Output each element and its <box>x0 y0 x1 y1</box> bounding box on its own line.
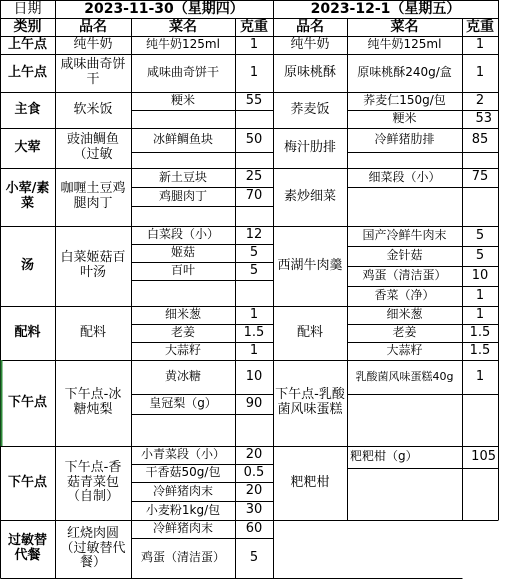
day1-ingredient-cell: 老姜 <box>170 325 195 340</box>
day2-weight-cell: 1 <box>475 287 485 303</box>
day1-dish-cell: 豉油鲷鱼（过敏 <box>66 132 119 162</box>
day1-ingredient-cell: 冷鲜猪肉末 <box>152 483 213 498</box>
header-day1-dish-label: 品名 <box>79 18 107 35</box>
day2-weight-cell: 1 <box>475 306 485 322</box>
day1-weight-cell: 10 <box>245 368 263 384</box>
header-day1-weight-label: 克重 <box>240 18 268 35</box>
day1-ingredient-cell: 皇冠梨（g） <box>149 396 217 411</box>
header-day2-ingredient-label: 菜名 <box>390 18 419 35</box>
header-date-label: 日期 <box>13 0 42 17</box>
day1-ingredient-cell: 粳米 <box>170 93 195 108</box>
day1-ingredient-cell: 鸡蛋（清洁蛋） <box>140 550 225 565</box>
day1-ingredient-cell: 鸡腿肉丁 <box>158 188 207 203</box>
day1-dish-cell: 白菜姬菇百叶汤 <box>60 250 126 280</box>
day2-dish-cell: 纯牛奶 <box>290 36 330 52</box>
day2-ingredient-cell: 细菜段（小） <box>368 169 441 184</box>
day1-ingredient-cell: 新土豆块 <box>158 169 207 184</box>
category-cell: 上午点 <box>7 64 47 80</box>
day2-weight-cell: 5 <box>475 247 485 263</box>
day2-weight-cell: 105 <box>471 448 496 464</box>
category-cell: 上午点 <box>7 36 47 52</box>
day1-weight-cell: 25 <box>245 169 263 185</box>
day1-weight-cell: 1.5 <box>243 324 265 340</box>
day2-weight-cell: 85 <box>471 131 489 147</box>
category-cell: 配料 <box>14 324 41 340</box>
day2-weight-cell: 1.5 <box>469 324 491 340</box>
day1-dish-cell: 纯牛奶 <box>73 36 113 52</box>
category-cell: 下午点 <box>7 394 47 410</box>
header-type-label: 类别 <box>13 18 42 35</box>
day1-weight-cell: 5 <box>249 549 259 565</box>
day1-weight-cell: 60 <box>245 520 263 536</box>
day2-ingredient-cell: 国产冷鲜牛肉末 <box>362 228 447 243</box>
day2-ingredient-cell: 乳酸菌风味蛋糕40g <box>355 369 454 383</box>
day2-weight-cell: 1.5 <box>469 342 491 358</box>
header-day1-date: 2023-11-30（星期四） <box>84 0 244 17</box>
day2-weight-cell: 1 <box>475 36 485 52</box>
day1-ingredient-cell: 咸味曲奇饼干 <box>146 65 219 80</box>
day2-ingredient-cell: 金针菇 <box>386 248 423 263</box>
day2-ingredient-cell: 粑粑柑（g） <box>350 449 418 464</box>
day1-dish-cell: 咖喱土豆鸡腿肉丁 <box>60 181 126 211</box>
day1-dish-cell: 软米饭 <box>73 101 113 117</box>
day2-ingredient-cell: 香菜（净） <box>374 288 435 303</box>
day1-weight-cell: 20 <box>245 446 263 462</box>
day1-weight-cell: 1 <box>249 64 259 80</box>
day1-weight-cell: 12 <box>245 226 263 242</box>
day2-ingredient-cell: 冷鲜猪肋排 <box>374 132 435 147</box>
day1-dish-cell: 咸味曲奇饼干 <box>60 57 126 87</box>
day2-dish-cell: 粑粑柑 <box>290 474 330 490</box>
day1-ingredient-cell: 小青菜段（小） <box>140 447 225 462</box>
day1-dish-cell: 配料 <box>79 324 106 340</box>
day1-ingredient-cell: 冰鲜鲷鱼块 <box>152 132 213 147</box>
day1-ingredient-cell: 冷鲜猪肉末 <box>152 521 213 536</box>
day2-dish-cell: 原味桃酥 <box>283 64 336 80</box>
day1-ingredient-cell: 细米葱 <box>164 307 201 322</box>
day2-weight-cell: 5 <box>475 227 485 243</box>
day1-ingredient-cell: 干香菇50g/包 <box>145 465 221 480</box>
day1-weight-cell: 20 <box>245 483 263 499</box>
day1-weight-cell: 0.5 <box>243 464 265 480</box>
day1-weight-cell: 30 <box>245 502 263 518</box>
day1-dish-cell: 下午点-冰糖炖梨 <box>64 387 122 417</box>
day1-ingredient-cell: 纯牛奶125ml <box>146 37 220 52</box>
day2-dish-cell: 配料 <box>296 324 323 340</box>
day2-weight-cell: 53 <box>475 110 492 126</box>
day2-ingredient-cell: 鸡蛋（清洁蛋） <box>362 268 447 283</box>
day1-weight-cell: 1 <box>249 342 259 358</box>
category-cell: 下午点 <box>7 474 47 490</box>
day2-ingredient-cell: 大蒜籽 <box>386 343 423 358</box>
day2-weight-cell: 1 <box>475 64 485 80</box>
category-cell: 过敏替代餐 <box>7 533 47 563</box>
day2-dish-cell: 下午点-乳酸菌风味蛋糕 <box>275 387 345 417</box>
day1-ingredient-cell: 大蒜籽 <box>164 343 201 358</box>
category-cell: 汤 <box>20 257 34 273</box>
day2-ingredient-cell: 荞麦仁150g/包 <box>363 93 446 108</box>
day1-weight-cell: 5 <box>249 244 259 260</box>
header-day2-date: 2023-12-1（星期五） <box>310 0 461 17</box>
day1-weight-cell: 50 <box>245 131 263 147</box>
day1-weight-cell: 70 <box>245 188 263 204</box>
day2-dish-cell: 梅汁肋排 <box>283 139 336 155</box>
day1-ingredient-cell: 姬菇 <box>170 245 195 260</box>
day1-ingredient-cell: 百叶 <box>170 263 195 278</box>
day2-ingredient-cell: 原味桃酥240g/盒 <box>357 65 452 80</box>
day1-weight-cell: 1 <box>249 36 259 52</box>
day2-ingredient-cell: 细米葱 <box>386 307 423 322</box>
header-day2-weight-label: 克重 <box>466 18 494 35</box>
day1-ingredient-cell: 黄冰糖 <box>164 369 201 384</box>
category-cell: 大荤 <box>14 139 41 155</box>
category-cell: 主食 <box>14 101 41 117</box>
header-day1-ingredient-label: 菜名 <box>169 18 197 35</box>
day2-weight-cell: 1 <box>475 368 485 384</box>
day2-weight-cell: 10 <box>471 267 489 283</box>
day2-dish-cell: 荞麦饭 <box>290 101 330 117</box>
header-day2-dish-label: 品名 <box>296 18 324 35</box>
day1-weight-cell: 90 <box>245 395 263 411</box>
day2-ingredient-cell: 老姜 <box>392 325 417 340</box>
day1-dish-cell: 下午点-香菇青菜包（自制） <box>64 459 122 505</box>
day2-weight-cell: 2 <box>475 92 485 108</box>
day2-dish-cell: 西湖牛肉羹 <box>277 257 343 273</box>
day1-weight-cell: 1 <box>249 306 259 322</box>
category-cell: 小荤/素菜 <box>5 181 50 211</box>
day2-ingredient-cell: 粳米 <box>392 111 417 126</box>
day2-dish-cell: 素炒细菜 <box>283 188 336 204</box>
day2-weight-cell: 75 <box>471 169 489 185</box>
day1-weight-cell: 55 <box>245 92 263 108</box>
day1-ingredient-cell: 白菜段（小） <box>146 227 219 242</box>
day1-dish-cell: 红烧肉圆（过敏替代餐） <box>60 525 126 571</box>
day1-ingredient-cell: 小麦粉1kg/包 <box>145 502 221 517</box>
day2-ingredient-cell: 纯牛奶125ml <box>367 37 442 52</box>
day1-weight-cell: 5 <box>249 262 259 278</box>
